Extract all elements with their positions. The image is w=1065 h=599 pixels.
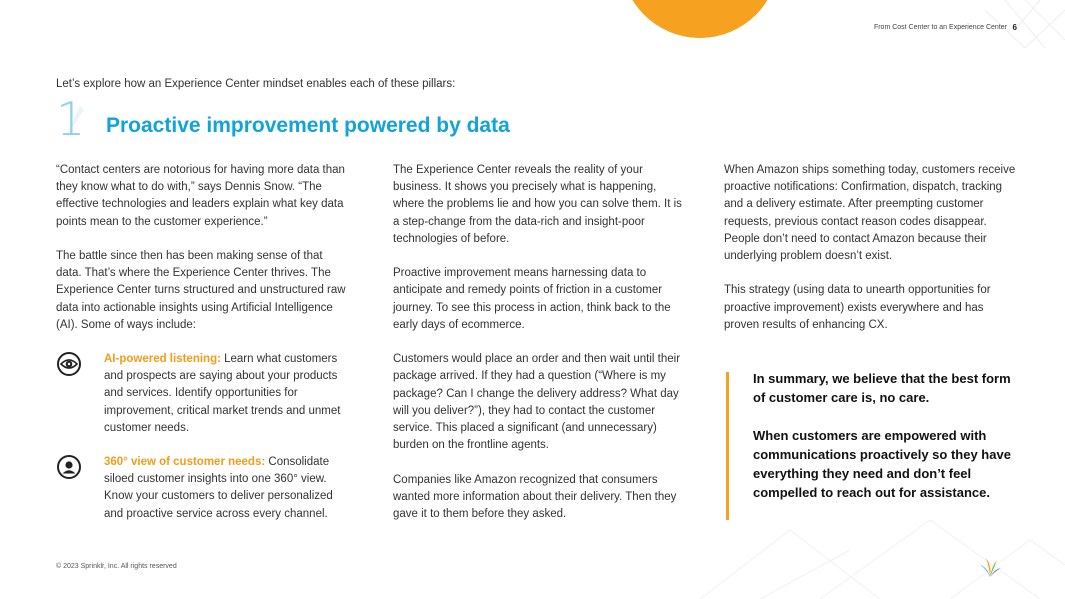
callout-accent-bar xyxy=(726,372,729,520)
column-3 xyxy=(724,162,1016,351)
summary-callout xyxy=(753,369,1015,521)
bullet-ai-listening xyxy=(56,351,348,441)
ai-listening-icon xyxy=(56,351,82,377)
sprinklr-logo-icon xyxy=(978,556,1002,578)
bullet-body: Learn what customers and prospects are saying about your products and services. Identify opportunities for improvement, critical market trends and unmet customer needs. xyxy=(104,353,341,434)
column-1 xyxy=(56,162,348,351)
bullet-lead: AI-powered listening: xyxy=(104,353,221,365)
copyright-notice: © 2023 Sprinklr, Inc. All rights reserved xyxy=(56,563,177,570)
callout-paragraph: In summary, we believe that the best form of customer care is, no care. xyxy=(753,371,1011,405)
bullet-customer-view xyxy=(56,454,348,526)
customer-view-icon xyxy=(56,454,82,480)
document-title: From Cost Center to an Experience Center xyxy=(873,24,1007,31)
callout-paragraph: When customers are empowered with communications proactively so they have everything they need and don’t feel compelled to reach out for assistance. xyxy=(753,428,1011,500)
column-2-paragraph: Customers would place an order and then wait until their package arrived. If they had a question (“Where is my package? Can I change the delivery address? What day will you deliver?”), they had to contact the customer service. This placed a significant (and unnecessary) burden on the frontline agents. xyxy=(393,353,681,452)
column-2-paragraph: Proactive improvement means harnessing data to anticipate and remedy points of friction in a customer journey. To see this process in action, think back to the early days of ecommerce. xyxy=(393,267,671,331)
column-1-paragraph: “Contact centers are notorious for having more data than they know what to do with,” says Dennis Snow. “The effective technologies and leaders explain what key data points mean to the customer experience.” xyxy=(56,164,345,228)
column-1-paragraph: The battle since then has been making sense of that data. That’s where the Experience Center thrives. The Experience Center turns structured and unstructured raw data into actionable insights using Artificial Intelligence (AI). Some of ways include: xyxy=(56,250,346,331)
intro-text: Let’s explore how an Experience Center mindset enables each of these pillars: xyxy=(56,78,456,90)
column-3-paragraph: This strategy (using data to unearth opportunities for proactive improvement) exists everywhere and has proven results of enhancing CX. xyxy=(724,284,991,331)
bullet-text xyxy=(104,351,348,437)
column-2-paragraph: Companies like Amazon recognized that consumers wanted more information about their delivery. Then they gave it to them before they asked. xyxy=(393,473,677,521)
column-3-paragraph: When Amazon ships something today, customers receive proactive notifications: Confirmation, dispatch, tracking and a delivery estimate. After preempting customer requests, previous contact reason codes disappear. People don’t need to contact Amazon because their underlying problem doesn’t exist. xyxy=(724,164,1016,263)
page-number: 6 xyxy=(1012,23,1017,32)
decorative-line-pattern-bottom xyxy=(700,520,1065,599)
bullet-lead: 360° view of customer needs: xyxy=(104,456,266,468)
column-2-paragraph: The Experience Center reveals the reality of your business. It shows you precisely what is happening, where the problems lie and how you can solve them. It is a step-change from the data-rich and insight-poor technologies of before. xyxy=(393,164,682,245)
bullet-body: Consolidate siloed customer insights into one 360° view. Know your customers to deliver personalized and proactive service across every channel. xyxy=(104,456,333,520)
bullet-text xyxy=(104,454,348,523)
decorative-orange-circle xyxy=(621,0,779,38)
column-2 xyxy=(393,162,683,540)
section-number: 1 xyxy=(56,92,86,146)
section-title: Proactive improvement powered by data xyxy=(106,114,510,137)
